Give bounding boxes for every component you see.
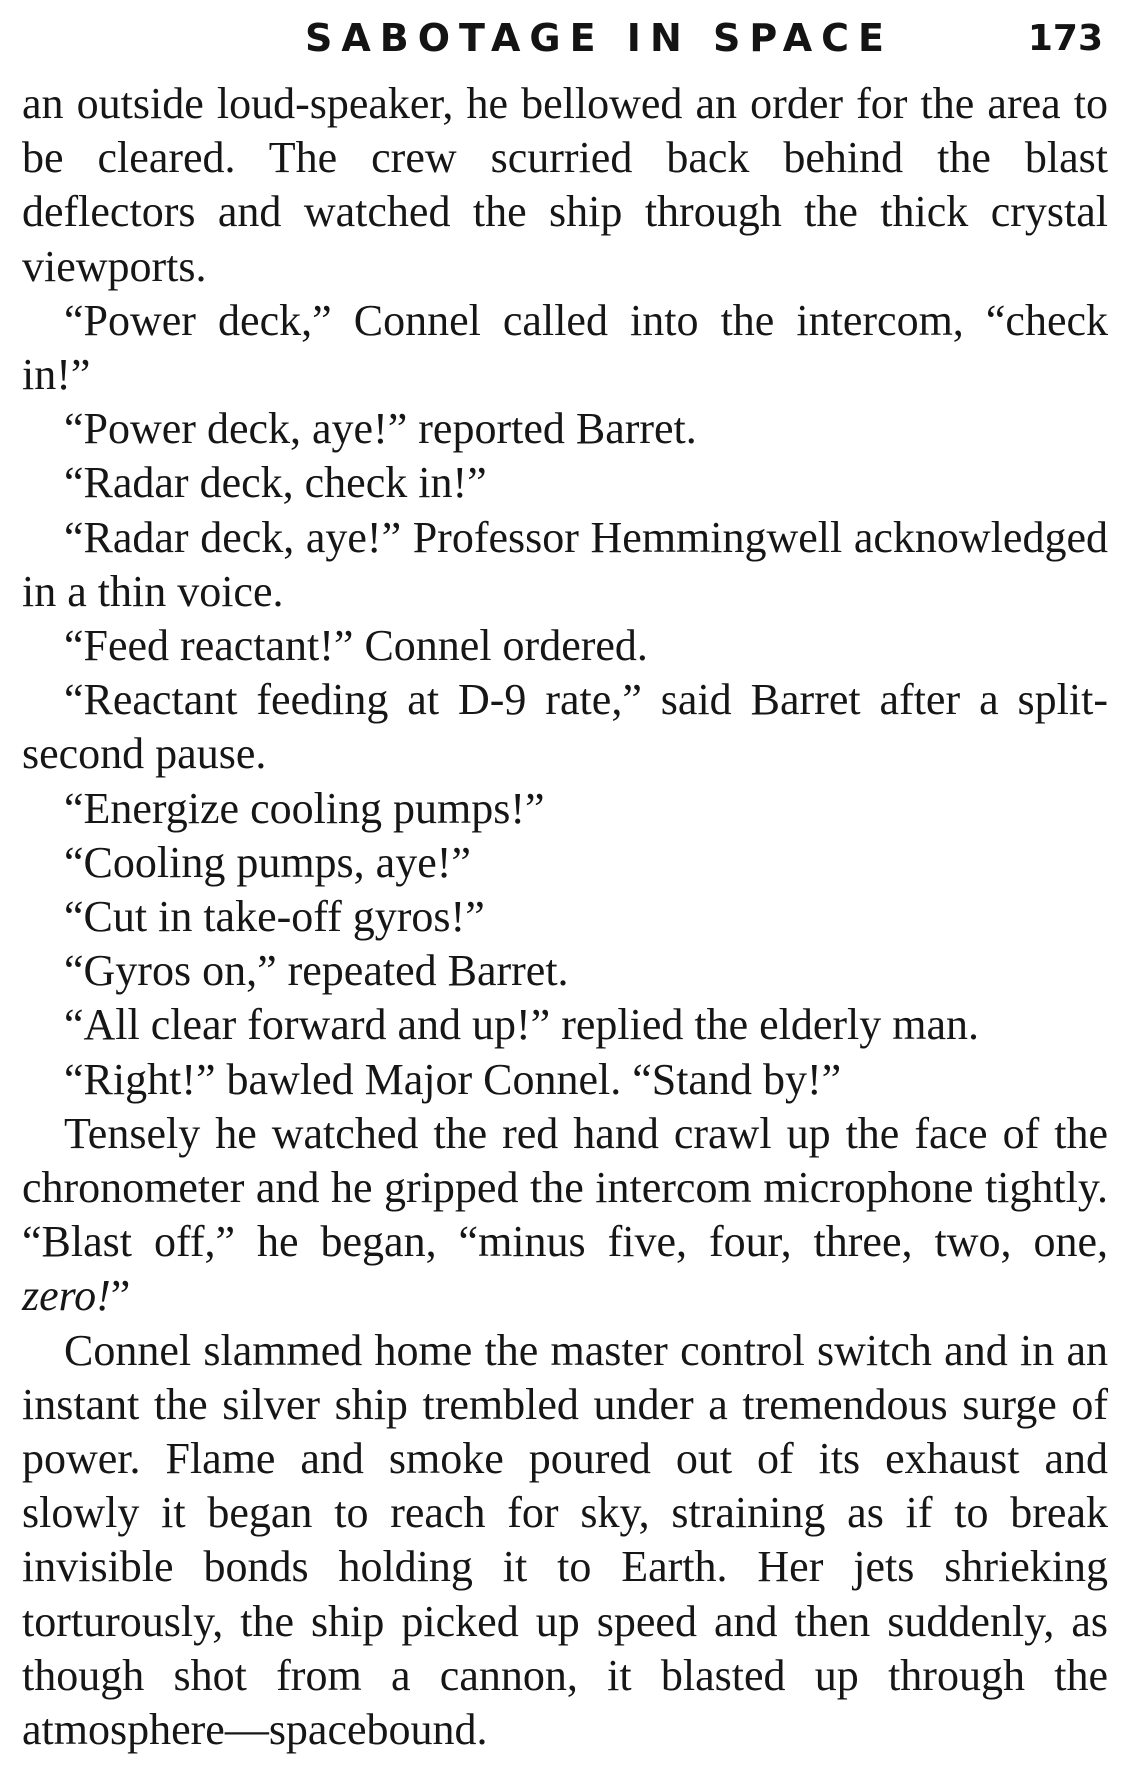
chapter-title: SABOTAGE IN SPACE [305, 16, 893, 60]
paragraph: “Power deck, aye!” reported Barret. [64, 404, 697, 454]
paragraph: “Reactant feeding at D-9 rate,” said Barret after a split-second pause. [22, 675, 1108, 779]
page-number: 173 [1027, 18, 1103, 59]
countdown-close-quote: ” [110, 1271, 131, 1321]
paragraph: “Feed reactant!” Connel ordered. [64, 621, 648, 671]
paragraph: “Radar deck, check in!” [64, 458, 487, 508]
paragraph: “Cooling pumps, aye!” [64, 837, 471, 887]
paragraph: “All clear forward and up!” replied the elderly man. [64, 1000, 980, 1050]
paragraph: “Radar deck, aye!” Professor Hemmingwell acknowledged in a thin voice. [22, 512, 1108, 616]
countdown-paragraph [22, 1107, 1108, 1324]
countdown-text: Tensely he watched the red hand crawl up the face of the chronometer and he gripped the intercom microphone tightly. “Blast off,” he began, “minus five, four, three, two, one, [22, 1108, 1108, 1267]
body-text [22, 77, 1108, 1757]
paragraph: “Power deck,” Connel called into the intercom, “check in!” [22, 295, 1108, 400]
paragraph: “Cut in take-off gyros!” [64, 892, 485, 942]
paragraph: an outside loud-speaker, he bellowed an order for the area to be cleared. The crew scurried back behind the blast deflectors and watched the ship through the thick crystal viewports. [22, 79, 1108, 291]
paragraph: “Right!” bawled Major Connel. “Stand by!” [64, 1054, 842, 1104]
running-head [0, 12, 1129, 72]
paragraph: “Energize cooling pumps!” [64, 783, 545, 833]
paragraph: “Gyros on,” repeated Barret. [64, 946, 569, 996]
paragraph: Connel slammed home the master control switch and in an instant the silver ship trembled under a tremendous surge of power. Flame and smoke poured out of its exhaust and slowly it began to reach for sky, straining as if to break invisible bonds holding it to Earth. Her jets shrieking torturously, the ship picked up speed and then suddenly, as though shot from a cannon, it blasted up through the atmosphere—spacebound. [22, 1325, 1108, 1755]
countdown-emphasis: zero! [22, 1271, 111, 1321]
